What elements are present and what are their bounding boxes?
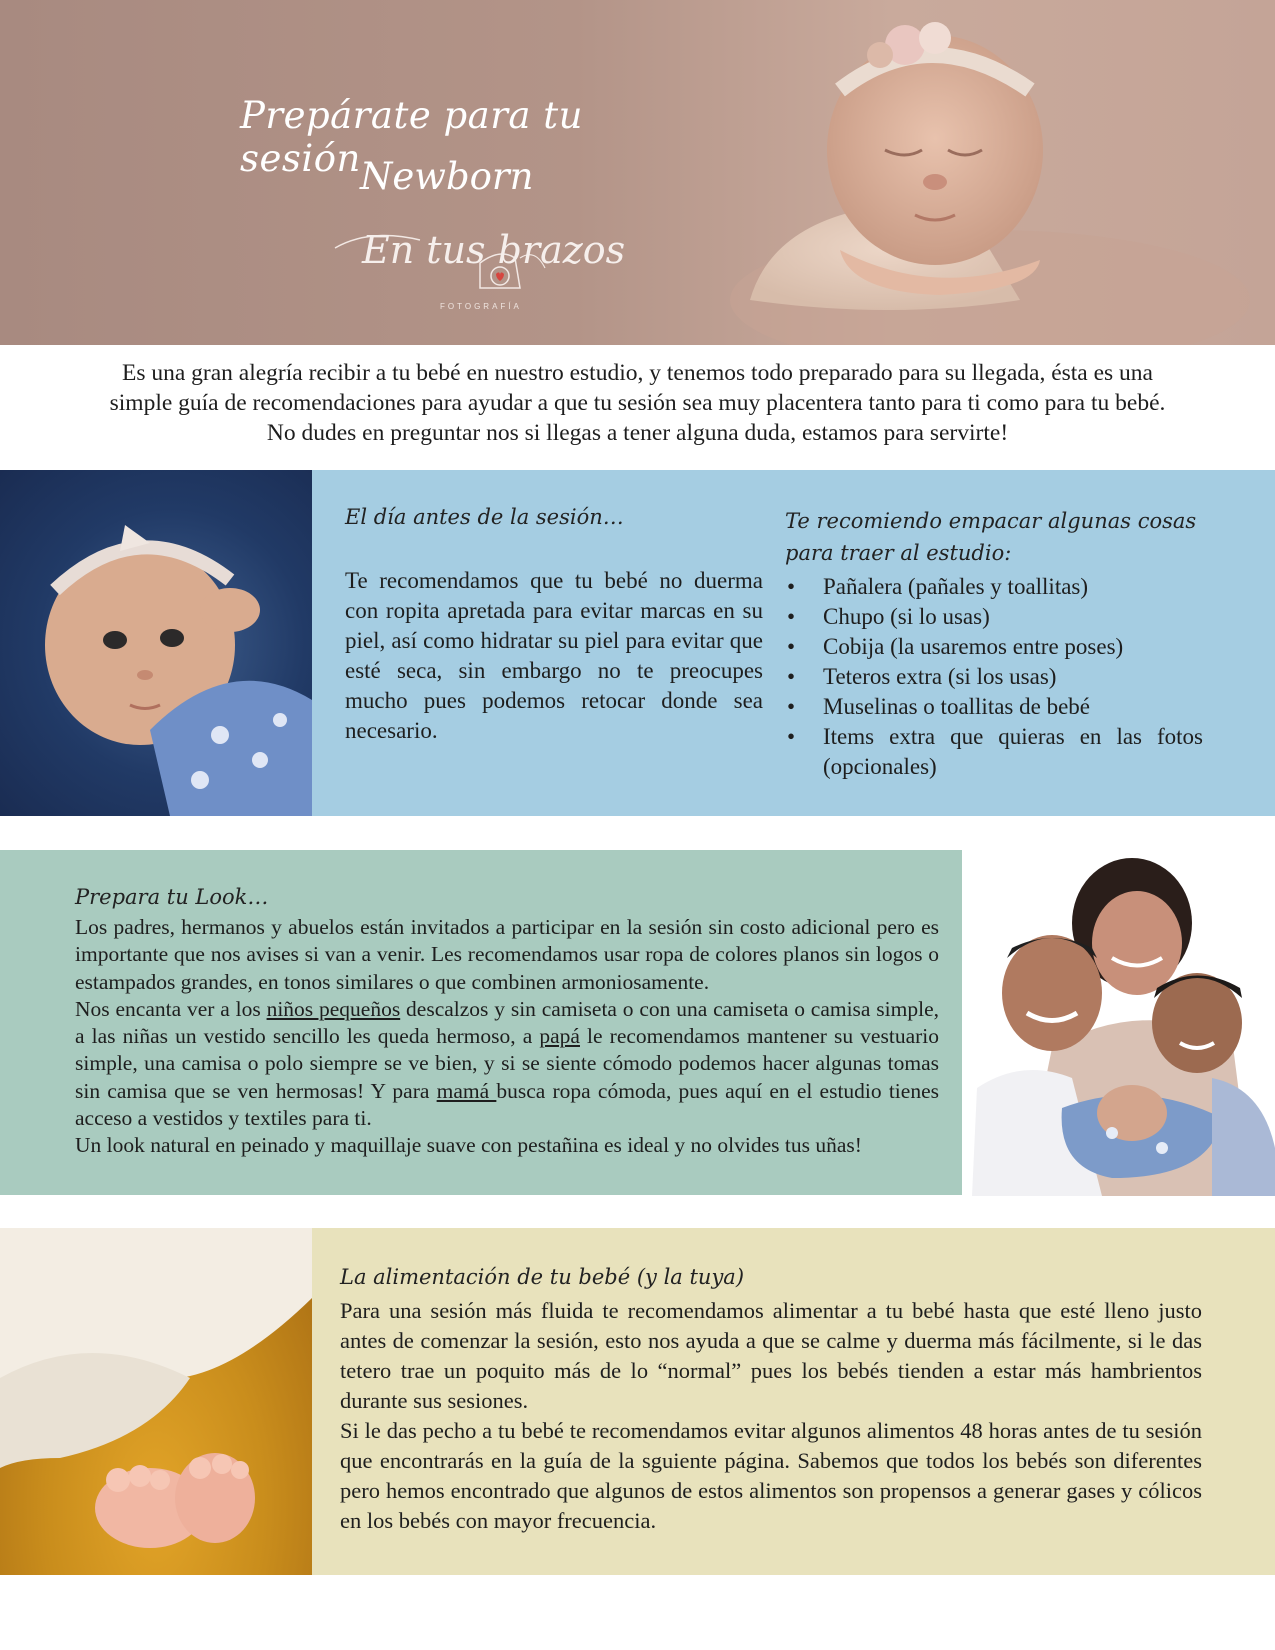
feeding-text xyxy=(340,1296,1202,1536)
list-item-label: Cobija (la usaremos entre poses) xyxy=(823,634,1124,659)
baby-feet-photo xyxy=(0,1228,312,1575)
bullet-icon: • xyxy=(787,694,796,719)
feeding-heading: La alimentación de tu bebé (y la tuya) xyxy=(340,1265,745,1289)
underlined-text: mamá xyxy=(436,1078,497,1103)
look-paragraph xyxy=(75,996,939,1132)
list-item xyxy=(785,662,1203,692)
look-paragraph: Los padres, hermanos y abuelos están invitados a participar en la sesión sin costo adicional pero es importante que nos avises si van a venir. Les recomendamos usar ropa de colores planos sin logos o estampados grandes, en tonos similares o que combinen armoniosamente. xyxy=(75,915,939,994)
pack-heading: Te recomiendo empacar algunas cosas para traer al estudio: xyxy=(785,509,1197,565)
text-run: descalzos y sin camiseta o con una camiseta o camisa simple, a las niñas un vestido sencillo les queda hermoso, a xyxy=(75,996,940,1049)
list-item xyxy=(785,692,1203,722)
text-run: Nos encanta ver a los xyxy=(75,996,267,1021)
bullet-icon: • xyxy=(787,634,796,659)
day-before-text: Te recomendamos que tu bebé no duerma con ropita apretada para evitar marcas en su piel, así como hidratar su piel para evitar que esté seca, sin embargo no te preocupes mucho pues podemos retocar donde sea necesario. xyxy=(345,568,763,743)
list-item xyxy=(785,572,1203,602)
logo-wordmark: En tus brazos xyxy=(362,228,626,272)
header-banner xyxy=(0,0,1275,345)
page-title-line1: Prepárate para tu sesión xyxy=(240,94,583,180)
list-item-label: Teteros extra (si los usas) xyxy=(823,664,1057,689)
list-item xyxy=(785,602,1203,632)
list-item-label: Pañalera (pañales y toallitas) xyxy=(823,574,1089,599)
baby-photo-blue xyxy=(0,470,312,816)
feeding-paragraph: Para una sesión más fluida te recomendamos alimentar a tu bebé hasta que esté lleno justo antes de comenzar la sesión, esto nos ayuda a que se calme y duerma más fácilmente, si le das tetero trae un poquito más de lo “normal” pues los bebés tienden a estar más hambrientos durante sus sesiones. xyxy=(340,1298,1202,1413)
day-before-heading: El día antes de la sesión… xyxy=(345,505,624,529)
intro-text xyxy=(60,358,1215,448)
look-heading: Prepara tu Look… xyxy=(75,885,269,909)
family-photo xyxy=(962,848,1275,1196)
bullet-icon: • xyxy=(787,664,796,689)
intro-line: No dudes en preguntar nos si llegas a tener alguna duda, estamos para servirte! xyxy=(266,420,1009,446)
intro-line: Es una gran alegría recibir a tu bebé en nuestro estudio, y tenemos todo preparado para su llegada, ésta es una xyxy=(121,360,1153,386)
look-paragraph: Un look natural en peinado y maquillaje suave con pestañina es ideal y no olvides tus uñas! xyxy=(75,1133,862,1158)
list-item-label: Chupo (si lo usas) xyxy=(823,604,990,629)
underlined-text: papá xyxy=(539,1024,580,1049)
page-title-line2: Newborn xyxy=(360,155,534,198)
feeding-paragraph: Si le das pecho a tu bebé te recomendamos evitar algunos alimentos 48 horas antes de tu sesión que encontrarás en la guía de la sguiente página. Sabemos que todos los bebés son diferentes pero hemos encontrado que algunos de estos alimentos son propensos a generar gases y cólicos en los bebés con mayor frecuencia. xyxy=(340,1418,1202,1533)
newborn-photo xyxy=(690,0,1275,345)
logo-subtitle: FOTOGRAFÍA xyxy=(440,302,522,311)
text-run: busca ropa cómoda, pues aquí en el estudio tienes acceso a vestidos y textiles para ti. xyxy=(75,1078,939,1131)
list-item xyxy=(785,632,1203,662)
underlined-text: niños pequeños xyxy=(266,996,401,1021)
pack-list xyxy=(785,572,1203,782)
list-item-label: Items extra que quieras en las fotos (opcionales) xyxy=(823,724,1203,779)
look-text xyxy=(75,914,939,1160)
bullet-icon: • xyxy=(787,604,796,629)
bullet-icon: • xyxy=(787,574,796,599)
intro-line: simple guía de recomendaciones para ayudar a que tu sesión sea muy placentera tanto para ti como para tu bebé. xyxy=(109,390,1166,416)
list-item-label: Muselinas o toallitas de bebé xyxy=(823,694,1090,719)
bullet-icon: • xyxy=(787,724,796,749)
list-item xyxy=(785,722,1203,782)
text-run: le recomendamos mantener su vestuario simple, una camisa o polo siempre se ve bien, y si se siente cómodo podemos hacer algunas tomas sin camisa que se ven hermosas! Y para xyxy=(75,1024,939,1103)
